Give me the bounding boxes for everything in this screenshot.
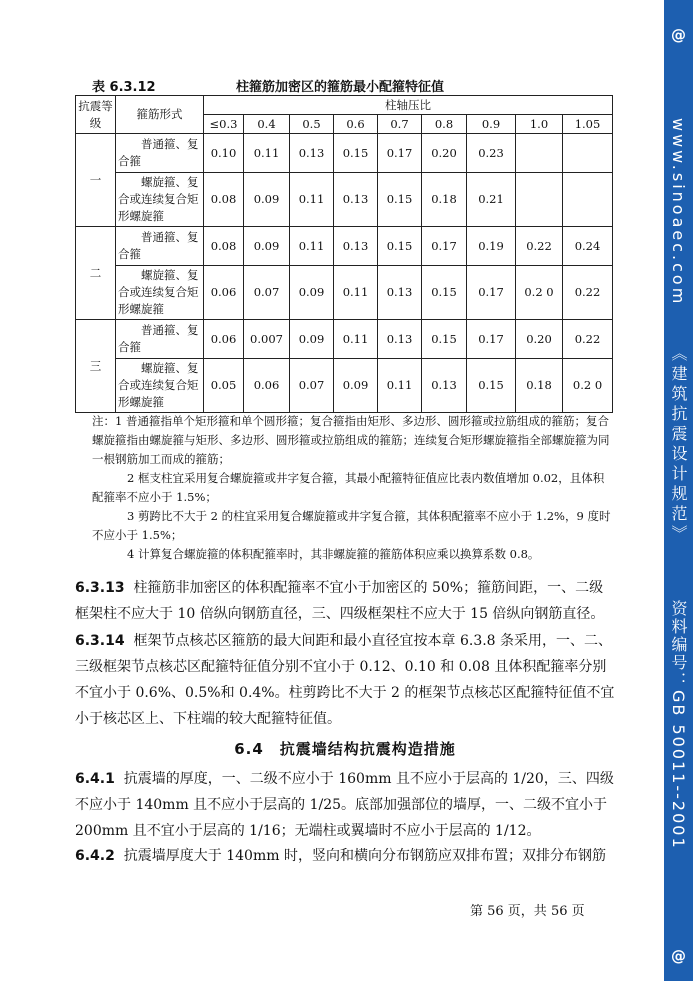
ratio-header: 1.0 — [516, 115, 563, 134]
value-cell: 0.13 — [334, 173, 378, 227]
value-cell: 0.10 — [204, 134, 244, 173]
ratio-header: 0.9 — [467, 115, 516, 134]
grade-cell: 二 — [76, 227, 116, 320]
clause-number: 6.4.1 — [75, 771, 115, 787]
sidebar-url[interactable]: www.sinoaec.com — [669, 118, 688, 307]
value-cell: 0.17 — [378, 134, 422, 173]
table-row — [76, 266, 613, 320]
value-cell: 0.11 — [290, 173, 334, 227]
value-cell: 0.15 — [378, 227, 422, 266]
table-caption — [92, 76, 612, 96]
value-cell: 0.15 — [378, 173, 422, 227]
value-cell: 0.11 — [378, 359, 422, 413]
value-cell: 0.13 — [422, 359, 467, 413]
ratio-header: 0.6 — [334, 115, 378, 134]
clause-text: 抗震墙厚度大于 140mm 时，竖向和横向分布钢筋应双排布置；双排分布钢筋 — [123, 848, 606, 864]
value-cell: 0.21 — [467, 173, 516, 227]
value-cell: 0.18 — [516, 359, 563, 413]
value-cell: 0.17 — [467, 266, 516, 320]
value-cell: 0.13 — [290, 134, 334, 173]
sidebar-banner — [664, 0, 693, 981]
form-cell: 普通箍、复合箍 — [116, 134, 204, 173]
clause-6-3-13 — [75, 575, 615, 627]
value-cell: 0.18 — [422, 173, 467, 227]
stirrup-table — [75, 95, 613, 413]
form-cell: 普通箍、复合箍 — [116, 227, 204, 266]
ratio-header: 0.5 — [290, 115, 334, 134]
value-cell: 0.13 — [378, 266, 422, 320]
value-cell: 0.22 — [563, 266, 613, 320]
value-cell: 0.20 — [422, 134, 467, 173]
value-cell: 0.06 — [204, 266, 244, 320]
note-1: 注：1 普通箍指单个矩形箍和单个圆形箍；复合箍指由矩形、多边形、圆形箍或拉筋组成的箍筋；复合螺旋箍指由螺旋箍与矩形、多边形、圆形箍或拉筋组成的箍筋；连续复合矩形螺旋箍指全部螺旋箍为同一根钢筋加工而成的箍筋； — [92, 414, 610, 466]
value-cell: 0.22 — [516, 227, 563, 266]
value-cell: 0.09 — [244, 173, 290, 227]
value-cell: 0.20 — [516, 320, 563, 359]
grade-cell: 三 — [76, 320, 116, 413]
value-cell — [516, 173, 563, 227]
table-row — [76, 227, 613, 266]
clause-6-4-2 — [75, 843, 615, 869]
clause-number: 6.3.14 — [75, 633, 125, 649]
form-cell: 螺旋箍、复合或连续复合矩形螺旋箍 — [116, 266, 204, 320]
note-3: 3 剪跨比不大于 2 的柱宜采用复合螺旋箍或井字复合箍，其体积配箍率不应小于 1.2%，9 度时不应小于 1.5%； — [92, 509, 611, 542]
clause-text: 抗震墙的厚度，一、二级不应小于 160mm 且不应小于层高的 1/20，三、四级不应小于 140mm 且不应小于层高的 1/25。底部加强部位的墙厚，一、二级不宜小于 200mm 且不宜小于层高的 1/16；无端柱或翼墙时不应小于层高的 1/12。 — [75, 771, 614, 839]
value-cell: 0.2 0 — [563, 359, 613, 413]
sidebar-doc-code: 资料编号：GB 50011--2001 — [669, 600, 688, 850]
form-cell: 普通箍、复合箍 — [116, 320, 204, 359]
value-cell: 0.07 — [290, 359, 334, 413]
header-ratio: 柱轴压比 — [204, 96, 613, 115]
value-cell: 0.19 — [467, 227, 516, 266]
table-row — [76, 173, 613, 227]
clause-number: 6.3.13 — [75, 580, 125, 596]
value-cell: 0.2 0 — [516, 266, 563, 320]
value-cell: 0.15 — [422, 320, 467, 359]
form-cell: 螺旋箍、复合或连续复合矩形螺旋箍 — [116, 173, 204, 227]
value-cell — [563, 134, 613, 173]
value-cell: 0.13 — [378, 320, 422, 359]
value-cell — [516, 134, 563, 173]
sidebar-title: 《建筑抗震设计规范》 — [669, 345, 688, 545]
page-number: 第 56 页，共 56 页 — [470, 904, 585, 919]
ratio-header: 0.4 — [244, 115, 290, 134]
value-cell: 0.11 — [334, 266, 378, 320]
ratio-header: ≤0.3 — [204, 115, 244, 134]
note-4: 4 计算复合螺旋箍的体积配箍率时，其非螺旋箍的箍筋体积应乘以换算系数 0.8。 — [127, 547, 540, 561]
value-cell: 0.06 — [204, 320, 244, 359]
value-cell: 0.11 — [290, 227, 334, 266]
value-cell: 0.23 — [467, 134, 516, 173]
note-2: 2 框支柱宜采用复合螺旋箍或井字复合箍，其最小配箍特征值应比表内数值增加 0.02，且体积配箍率不应小于 1.5%； — [92, 471, 605, 504]
value-cell: 0.11 — [334, 320, 378, 359]
clause-6-3-14 — [75, 628, 615, 732]
value-cell: 0.09 — [334, 359, 378, 413]
clause-text: 柱箍筋非加密区的体积配箍率不宜小于加密区的 50%；箍筋间距，一、二级框架柱不应大于 10 倍纵向钢筋直径，三、四级框架柱不应大于 15 倍纵向钢筋直径。 — [75, 580, 605, 622]
value-cell: 0.17 — [422, 227, 467, 266]
form-cell: 螺旋箍、复合或连续复合矩形螺旋箍 — [116, 359, 204, 413]
clause-text: 框架节点核芯区箍筋的最大间距和最小直径宜按本章 6.3.8 条采用，一、二、三级框架节点核芯区配箍特征值分别不宜小于 0.12、0.10 和 0.08 且体积配箍率分别不宜小于 0.6%、0.5%和 0.4%。柱剪跨比不大于 2 的框架节点核芯区配箍特征值不宜小于核芯区上、下柱端的较大配箍特征值。 — [75, 633, 615, 727]
section-heading: 6.4 抗震墙结构抗震构造措施 — [234, 740, 456, 758]
value-cell: 0.06 — [244, 359, 290, 413]
grade-cell: 一 — [76, 134, 116, 227]
value-cell: 0.08 — [204, 227, 244, 266]
at-icon-bottom: @ — [671, 947, 686, 965]
value-cell: 0.17 — [467, 320, 516, 359]
value-cell: 0.13 — [334, 227, 378, 266]
value-cell: 0.15 — [422, 266, 467, 320]
table-row — [76, 359, 613, 413]
value-cell: 0.09 — [244, 227, 290, 266]
value-cell: 0.007 — [244, 320, 290, 359]
value-cell: 0.11 — [244, 134, 290, 173]
value-cell: 0.22 — [563, 320, 613, 359]
value-cell: 0.09 — [290, 266, 334, 320]
table-number: 表 6.3.12 — [92, 80, 156, 95]
value-cell: 0.07 — [244, 266, 290, 320]
clause-6-4-1 — [75, 766, 615, 844]
ratio-header: 0.8 — [422, 115, 467, 134]
value-cell — [563, 173, 613, 227]
at-icon-top: @ — [671, 26, 686, 44]
value-cell: 0.08 — [204, 173, 244, 227]
value-cell: 0.24 — [563, 227, 613, 266]
header-form: 箍筋形式 — [116, 96, 204, 134]
table-row — [76, 134, 613, 173]
table-title: 柱箍筋加密区的箍筋最小配箍特征值 — [236, 80, 445, 95]
table-row — [76, 320, 613, 359]
value-cell: 0.15 — [334, 134, 378, 173]
value-cell: 0.15 — [467, 359, 516, 413]
header-grade: 抗震等级 — [76, 96, 116, 134]
value-cell: 0.09 — [290, 320, 334, 359]
value-cell: 0.05 — [204, 359, 244, 413]
ratio-header: 1.05 — [563, 115, 613, 134]
clause-number: 6.4.2 — [75, 848, 115, 864]
table-notes — [92, 412, 614, 564]
ratio-header: 0.7 — [378, 115, 422, 134]
